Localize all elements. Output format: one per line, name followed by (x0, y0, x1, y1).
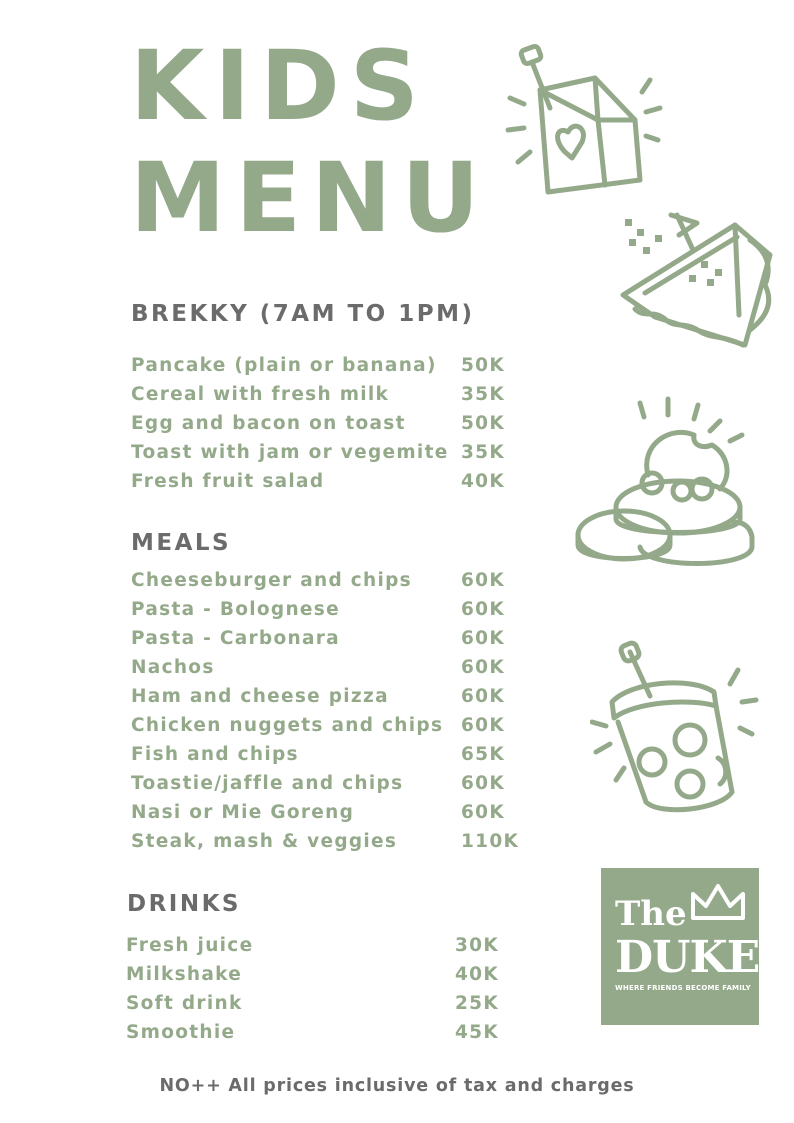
meals-heading: MEALS (131, 530, 232, 556)
logo-tagline: WHERE FRIENDS BECOME FAMILY (615, 984, 751, 992)
item-price: 40K (461, 471, 505, 492)
item-name: Cereal with fresh milk (131, 384, 390, 405)
menu-item (131, 351, 505, 380)
item-name: Cheeseburger and chips (131, 570, 412, 591)
drinks-list (126, 931, 499, 1047)
menu-item (131, 798, 505, 827)
sandwich-icon (615, 205, 780, 365)
menu-item (131, 380, 505, 409)
item-name: Fresh fruit salad (131, 471, 325, 492)
menu-item (131, 438, 505, 467)
item-name: Nasi or Mie Goreng (131, 802, 355, 823)
menu-item (126, 960, 499, 989)
item-price: 50K (461, 413, 505, 434)
menu-item (131, 682, 505, 711)
menu-item (126, 989, 499, 1018)
item-price: 60K (461, 599, 505, 620)
item-name: Toastie/jaffle and chips (131, 773, 404, 794)
pancakes-icon (570, 395, 760, 585)
item-price: 35K (461, 442, 505, 463)
item-price: 60K (461, 686, 505, 707)
menu-title-line-1: KIDS (130, 30, 429, 142)
item-price: 60K (461, 773, 505, 794)
item-price: 25K (455, 993, 499, 1014)
brekky-list (131, 351, 505, 496)
item-price: 60K (461, 715, 505, 736)
menu-item (131, 624, 505, 653)
item-price: 65K (461, 744, 505, 765)
bubble-tea-icon (590, 640, 765, 820)
item-name: Toast with jam or vegemite (131, 442, 449, 463)
menu-item (131, 711, 505, 740)
logo-the: The (615, 894, 687, 934)
menu-item (131, 467, 505, 496)
item-name: Ham and cheese pizza (131, 686, 389, 707)
menu-item (131, 595, 505, 624)
footer-note: NO++ All prices inclusive of tax and charges (159, 1076, 635, 1096)
the-duke-logo (601, 868, 759, 1025)
item-price: 60K (461, 657, 505, 678)
menu-item (131, 409, 505, 438)
item-name: Milkshake (126, 964, 243, 985)
item-name: Pancake (plain or banana) (131, 355, 437, 376)
brekky-heading: BREKKY (7AM TO 1PM) (131, 301, 475, 327)
item-price: 50K (461, 355, 505, 376)
milk-carton-icon (500, 40, 670, 200)
item-name: Egg and bacon on toast (131, 413, 406, 434)
menu-item (126, 1018, 499, 1047)
item-name: Nachos (131, 657, 215, 678)
menu-item (131, 566, 505, 595)
item-name: Chicken nuggets and chips (131, 715, 444, 736)
item-name: Fish and chips (131, 744, 299, 765)
menu-item (131, 740, 505, 769)
menu-item (131, 769, 505, 798)
drinks-heading: DRINKS (127, 891, 241, 917)
meals-list (131, 566, 520, 856)
item-price: 35K (461, 384, 505, 405)
item-price: 60K (461, 570, 505, 591)
item-price: 60K (461, 628, 505, 649)
item-name: Pasta - Bolognese (131, 599, 340, 620)
menu-item (126, 931, 499, 960)
item-name: Steak, mash & veggies (131, 831, 398, 852)
menu-title-line-2: MENU (130, 142, 490, 254)
item-name: Soft drink (126, 993, 243, 1014)
item-price: 30K (455, 935, 499, 956)
item-price: 45K (455, 1022, 499, 1043)
item-name: Smoothie (126, 1022, 236, 1043)
item-name: Fresh juice (126, 935, 254, 956)
crown-icon (689, 882, 747, 926)
logo-duke: DUKE (615, 932, 760, 983)
menu-item (131, 653, 505, 682)
item-price: 40K (455, 964, 499, 985)
item-name: Pasta - Carbonara (131, 628, 340, 649)
item-price: 60K (461, 802, 505, 823)
item-price: 110K (461, 831, 520, 852)
menu-item (131, 827, 520, 856)
